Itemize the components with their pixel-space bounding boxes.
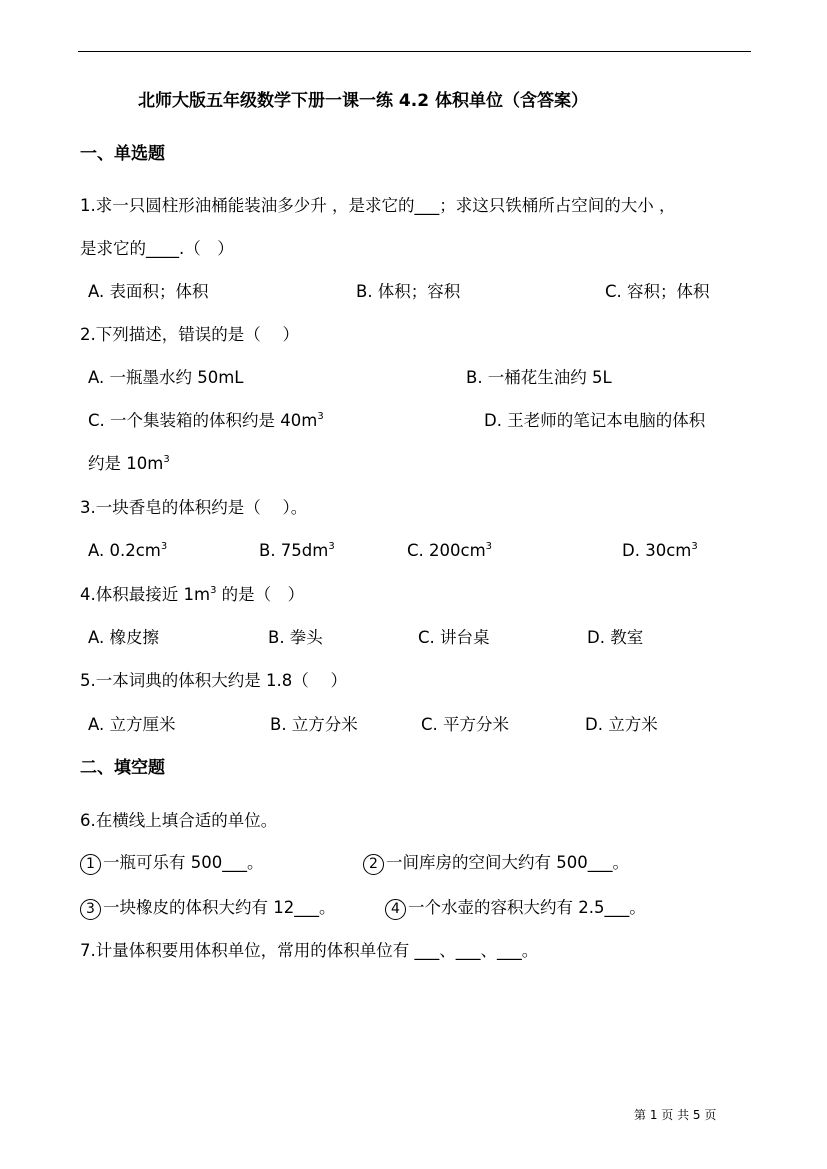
q6-item-4-text: 一个水壶的容积大约有 2.5___。 (408, 898, 646, 917)
circled-number-2: 2 (363, 854, 384, 875)
q6-item-3-text: 一块橡皮的体积大约有 12___。 (103, 898, 336, 917)
q2-option-a[interactable]: A. 一瓶墨水约 50mL (88, 368, 244, 387)
q3-option-c-text: C. 200cm (407, 541, 486, 560)
circled-number-4: 4 (385, 899, 406, 920)
q6-item-2 (363, 852, 629, 875)
q3-option-b[interactable] (259, 540, 335, 562)
q5-option-c[interactable]: C. 平方分米 (421, 715, 510, 734)
q1-option-a[interactable]: A. 表面积；体积 (88, 282, 209, 301)
q3-option-d[interactable] (622, 540, 698, 562)
q3-option-c[interactable] (407, 540, 492, 562)
q4-stem-post: 的是（ ） (216, 585, 305, 604)
q7-stem: 7.计量体积要用体积单位，常用的体积单位有 ___、___、___。 (80, 941, 539, 960)
superscript-3: 3 (328, 540, 335, 552)
page-footer: 第 1 页 共 5 页 (634, 1108, 717, 1122)
circled-number-3: 3 (80, 899, 101, 920)
document-title: 北师大版五年级数学下册一课一练 4.2 体积单位（含答案） (138, 91, 588, 111)
q6-item-1 (80, 852, 264, 875)
superscript-3: 3 (160, 540, 168, 552)
q2-option-c[interactable] (88, 410, 324, 432)
q3-stem: 3.一块香皂的体积约是（ ）。 (80, 498, 308, 517)
q2-option-b[interactable]: B. 一桶花生油约 5L (466, 368, 612, 387)
q3-option-d-text: D. 30cm (622, 541, 692, 560)
q5-option-a[interactable]: A. 立方厘米 (88, 715, 176, 734)
q3-option-b-text: B. 75dm (259, 541, 329, 560)
q2-stem: 2.下列描述，错误的是（ ） (80, 325, 299, 344)
q3-option-a-text: A. 0.2cm (88, 541, 161, 560)
superscript-3: 3 (163, 453, 170, 465)
q2-option-d-text: 约是 10m (88, 454, 164, 473)
q5-stem: 5.一本词典的体积大约是 1.8（ ） (80, 671, 347, 690)
q1-stem-line2: 是求它的____.（ ） (80, 239, 234, 258)
q2-option-d[interactable]: D. 王老师的笔记本电脑的体积 (484, 411, 706, 430)
superscript-3: 3 (317, 410, 324, 422)
q5-option-b[interactable]: B. 立方分米 (270, 715, 358, 734)
section-heading-fill-blank: 二、填空题 (80, 758, 165, 778)
q2-option-d-continued[interactable] (88, 453, 170, 475)
q4-stem (80, 584, 304, 606)
q6-item-2-text: 一间库房的空间大约有 500___。 (386, 853, 629, 872)
q6-item-3 (80, 897, 336, 920)
q6-item-4 (385, 897, 646, 920)
header-rule (78, 51, 751, 52)
q6-stem: 6.在横线上填合适的单位。 (80, 811, 278, 830)
section-heading-single-choice: 一、单选题 (80, 144, 165, 164)
q5-option-d[interactable]: D. 立方米 (585, 715, 658, 734)
q4-option-b[interactable]: B. 拳头 (268, 628, 323, 647)
superscript-3: 3 (691, 540, 698, 552)
q4-option-d[interactable]: D. 教室 (587, 628, 644, 647)
q6-item-1-text: 一瓶可乐有 500___。 (103, 853, 264, 872)
circled-number-1: 1 (80, 854, 101, 875)
q4-option-c[interactable]: C. 讲台桌 (418, 628, 490, 647)
q1-option-b[interactable]: B. 体积；容积 (356, 282, 461, 301)
q1-stem-line1: 1.求一只圆柱形油桶能装油多少升 ，是求它的___；求这只铁桶所占空间的大小 ， (80, 196, 676, 215)
q4-stem-pre: 4.体积最接近 1m (80, 585, 211, 604)
superscript-3: 3 (485, 540, 493, 552)
q2-option-c-text: C. 一个集装箱的体积约是 40m (88, 411, 318, 430)
q3-option-a[interactable] (88, 540, 167, 562)
q1-option-c[interactable]: C. 容积；体积 (605, 282, 710, 301)
q4-option-a[interactable]: A. 橡皮擦 (88, 628, 159, 647)
superscript-3: 3 (210, 584, 217, 596)
